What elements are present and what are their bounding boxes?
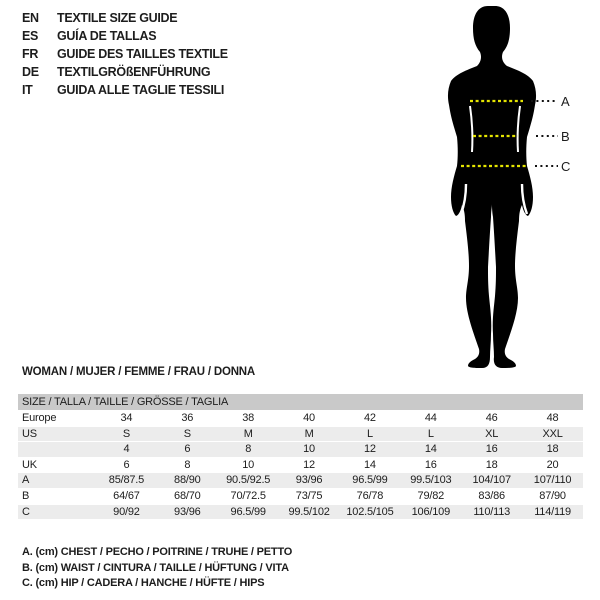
size-cell: 114/119 (534, 505, 571, 518)
size-cell: 104/107 (472, 474, 511, 487)
language-list (22, 9, 228, 99)
size-cell: 16 (485, 443, 498, 456)
size-cell: 64/67 (113, 489, 140, 502)
legend-chest: A. (cm) CHEST / PECHO / POITRINE / TRUHE / PETTO (22, 546, 293, 558)
size-cell: 12 (364, 443, 376, 456)
size-cell: 4 (123, 443, 130, 456)
size-cell: 70/72.5 (230, 489, 266, 502)
size-cell: 36 (181, 412, 194, 424)
table-row-europe (18, 411, 583, 426)
size-cell: 107/110 (533, 474, 572, 487)
size-cell: 106/109 (411, 505, 450, 518)
size-cell: 79/82 (417, 489, 445, 502)
size-cell: 10 (242, 458, 255, 471)
size-cell: 44 (424, 412, 437, 424)
size-cell: 12 (303, 458, 315, 471)
size-cell: 85/87.5 (108, 474, 145, 487)
legend-waist: B. (cm) WAIST / CINTURA / TAILLE / HÜFTUNG / VITA (22, 561, 289, 574)
size-cell: 42 (364, 412, 376, 424)
size-cell: 83/86 (478, 489, 505, 502)
marker-label-c: C (561, 159, 571, 174)
size-cell: 87/90 (539, 489, 566, 502)
section-title-woman: WOMAN / MUJER / FEMME / FRAU / DONNA (22, 366, 256, 378)
size-cell: L (427, 427, 434, 440)
woman-silhouette (400, 0, 600, 380)
language-code: DE (22, 65, 39, 79)
language-label: GUIDE DES TAILLES TEXTILE (57, 47, 228, 61)
size-cell: XXL (542, 427, 563, 440)
size-cell: 14 (364, 458, 376, 471)
legend-hip: C. (cm) HIP / CADERA / HANCHE / HÜFTE / HIPS (22, 577, 265, 589)
row-label: C (22, 505, 30, 518)
size-cell: 46 (485, 412, 498, 424)
row-label: B (22, 489, 30, 502)
table-row-chest-a (18, 473, 583, 488)
size-cell: 76/78 (356, 489, 384, 502)
size-cell: 20 (546, 458, 559, 471)
table-row-uk (18, 458, 583, 473)
size-cell: 68/70 (174, 489, 201, 502)
size-cell: 10 (303, 443, 315, 456)
size-cell: 90/92 (113, 505, 140, 518)
size-cell: 34 (120, 412, 133, 424)
size-cell: 8 (184, 458, 191, 471)
size-cell: 8 (245, 443, 252, 456)
language-item-de (22, 63, 228, 81)
size-cell: 38 (242, 412, 255, 424)
size-cell: S (183, 427, 191, 440)
marker-label-a: A (561, 94, 570, 109)
size-cell: 18 (485, 458, 498, 471)
language-code: IT (22, 83, 33, 97)
size-cell: 14 (424, 443, 437, 456)
language-item-es (22, 27, 228, 45)
marker-label-b: B (561, 129, 570, 144)
size-cell: 96.5/99 (352, 474, 388, 487)
row-label (18, 442, 96, 457)
table-row-us (18, 427, 583, 442)
row-label: A (22, 474, 30, 487)
size-cell: M (243, 427, 253, 440)
size-cell: 93/96 (295, 474, 323, 487)
language-item-en (22, 9, 228, 27)
language-label: TEXTILE SIZE GUIDE (57, 11, 178, 25)
language-label: GUIDA ALLE TAGLIE TESSILI (57, 83, 225, 97)
table-row-hip-c (18, 505, 583, 520)
size-cell: L (366, 427, 373, 440)
row-label: US (22, 427, 37, 440)
language-item-it (22, 81, 228, 99)
size-cell: 96.5/99 (230, 505, 266, 518)
measurement-legend (22, 545, 292, 592)
language-item-fr (22, 45, 228, 63)
language-code: FR (22, 47, 39, 61)
size-cell: 99.5/103 (410, 474, 452, 487)
size-cell: 6 (123, 458, 130, 471)
size-cell: M (304, 427, 314, 440)
size-cell: 18 (546, 443, 559, 456)
size-cell: XL (485, 427, 499, 440)
table-row-us-numeric (18, 442, 583, 457)
size-cell: 48 (546, 412, 559, 424)
language-code: ES (22, 29, 39, 43)
size-cell: 88/90 (174, 474, 201, 487)
size-table (18, 394, 583, 520)
table-row-waist-b (18, 489, 583, 504)
language-code: EN (22, 11, 39, 25)
language-label: TEXTILGRÖßENFÜHRUNG (57, 65, 211, 79)
row-label: Europe (22, 412, 57, 424)
language-label: GUÍA DE TALLAS (57, 29, 157, 43)
size-cell: 93/96 (174, 505, 201, 518)
size-table-header: SIZE / TALLA / TAILLE / GRÖSSE / TAGLIA (18, 394, 583, 410)
size-cell: 110/113 (473, 505, 511, 518)
size-cell: S (122, 427, 130, 440)
size-cell: 40 (303, 412, 315, 424)
size-cell: 99.5/102 (288, 505, 330, 518)
size-cell: 102.5/105 (346, 505, 394, 518)
size-cell: 73/75 (295, 489, 323, 502)
size-cell: 90.5/92.5 (226, 474, 271, 487)
size-cell: 16 (424, 458, 437, 471)
size-cell: 6 (184, 443, 191, 456)
row-label: UK (22, 458, 37, 471)
